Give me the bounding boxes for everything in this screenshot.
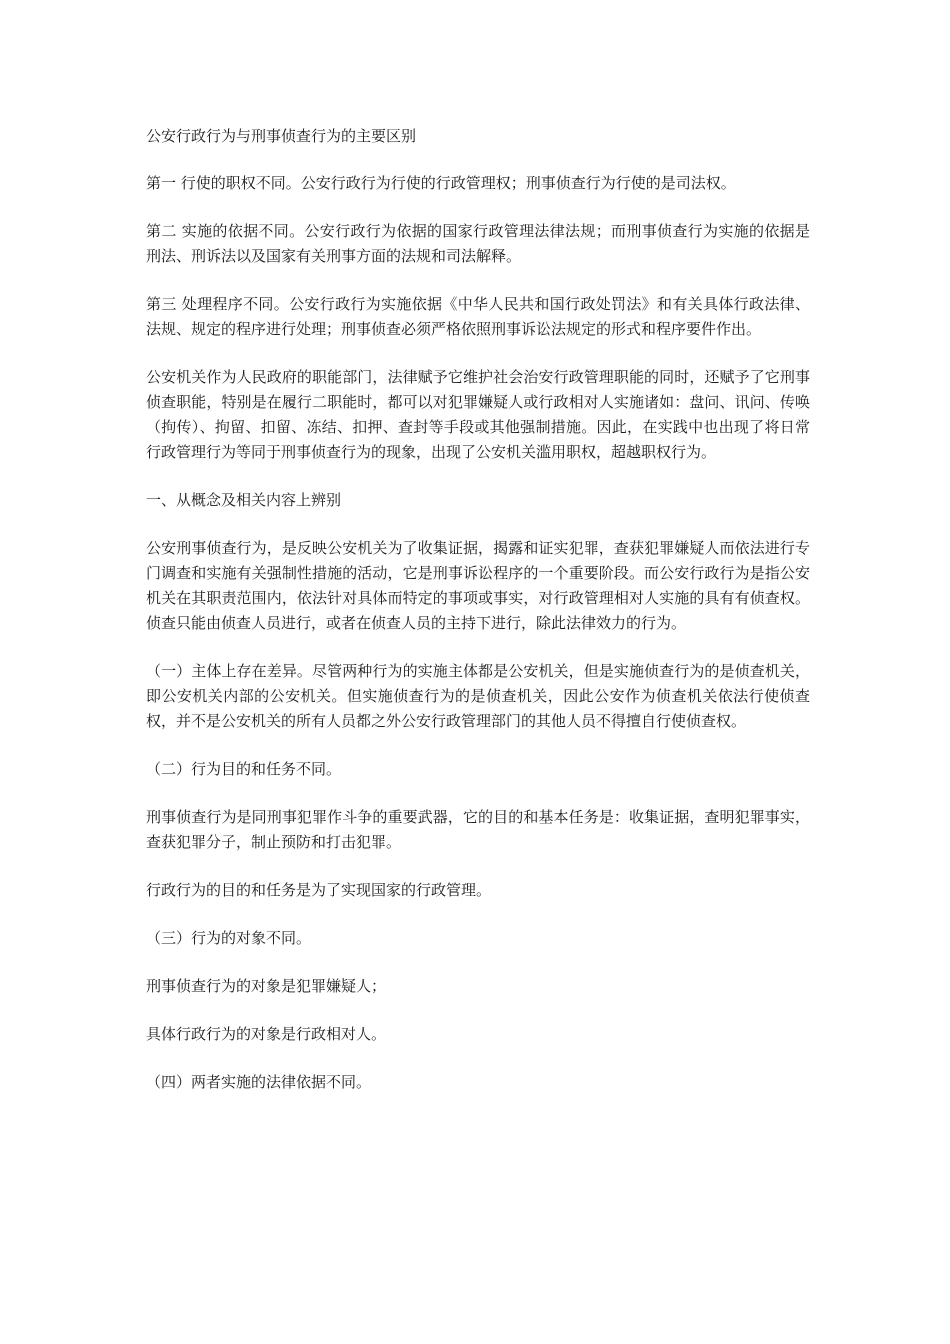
section-heading-1: 一、从概念及相关内容上辨别 [146, 491, 342, 509]
paragraph-9: 刑事侦查行为的对象是犯罪嫌疑人； [146, 977, 387, 995]
paragraph-10: 具体行政行为的对象是行政相对人。 [146, 1025, 387, 1043]
paragraph-2: 第二 实施的依据不同。公安行政行为依据的国家行政管理法律法规；而刑事侦查行为实施的依据是刑法、刑诉法以及国家有关刑事方面的法规和司法解释。 [146, 222, 810, 265]
subheading-3: （三）行为的对象不同。 [146, 929, 312, 947]
paragraph-6: （一）主体上存在差异。尽管两种行为的实施主体都是公安机关，但是实施侦查行为的是侦查机关，即公安机关内部的公安机关。但实施侦查行为的是侦查机关，因此公安作为侦查机关依法行使侦查权，并不是公安机关的所有人员都之外公安行政管理部门的其他人员不得擅自行使侦查权。 [146, 662, 810, 730]
subheading-4: （四）两者实施的法律依据不同。 [146, 1073, 372, 1091]
document-title: 公安行政行为与刑事侦查行为的主要区别 [146, 127, 417, 145]
paragraph-7: 刑事侦查行为是同刑事犯罪作斗争的重要武器，它的目的和基本任务是：收集证据，查明犯罪事实，查获犯罪分子，制止预防和打击犯罪。 [146, 808, 810, 851]
paragraph-4: 公安机关作为人民政府的职能部门，法律赋予它维护社会治安行政管理职能的同时，还赋予了它刑事侦查职能，特别是在履行二职能时，都可以对犯罪嫌疑人或行政相对人实施诸如：盘问、讯问、传唤（拘传）、拘留、扣留、冻结、扣押、查封等手段或其他强制措施。因此，在实践中也出现了将日常行政管理行为等同于刑事侦查行为的现象，出现了公安机关滥用职权，超越职权行为。 [146, 368, 810, 461]
paragraph-1: 第一 行使的职权不同。公安行政行为行使的行政管理权；刑事侦查行为行使的是司法权。 [146, 174, 736, 192]
paragraph-3: 第三 处理程序不同。公安行政行为实施依据《中华人民共和国行政处罚法》和有关具体行政法律、法规、规定的程序进行处理；刑事侦查必须严格依照刑事诉讼法规定的形式和程序要件作出。 [146, 295, 810, 338]
document-body [146, 124, 810, 1118]
paragraph-8: 行政行为的目的和任务是为了实现国家的行政管理。 [146, 881, 492, 899]
paragraph-5: 公安刑事侦查行为，是反映公安机关为了收集证据，揭露和证实犯罪，查获犯罪嫌疑人而依法进行专门调查和实施有关强制性措施的活动，它是刑事诉讼程序的一个重要阶段。而公安行政行为是指公安机关在其职责范围内，依法针对具体而特定的事项或事实，对行政管理相对人实施的具有有侦查权。侦查只能由侦查人员进行，或者在侦查人员的主持下进行，除此法律效力的行为。 [146, 539, 810, 632]
subheading-2: （二）行为目的和任务不同。 [146, 760, 342, 778]
